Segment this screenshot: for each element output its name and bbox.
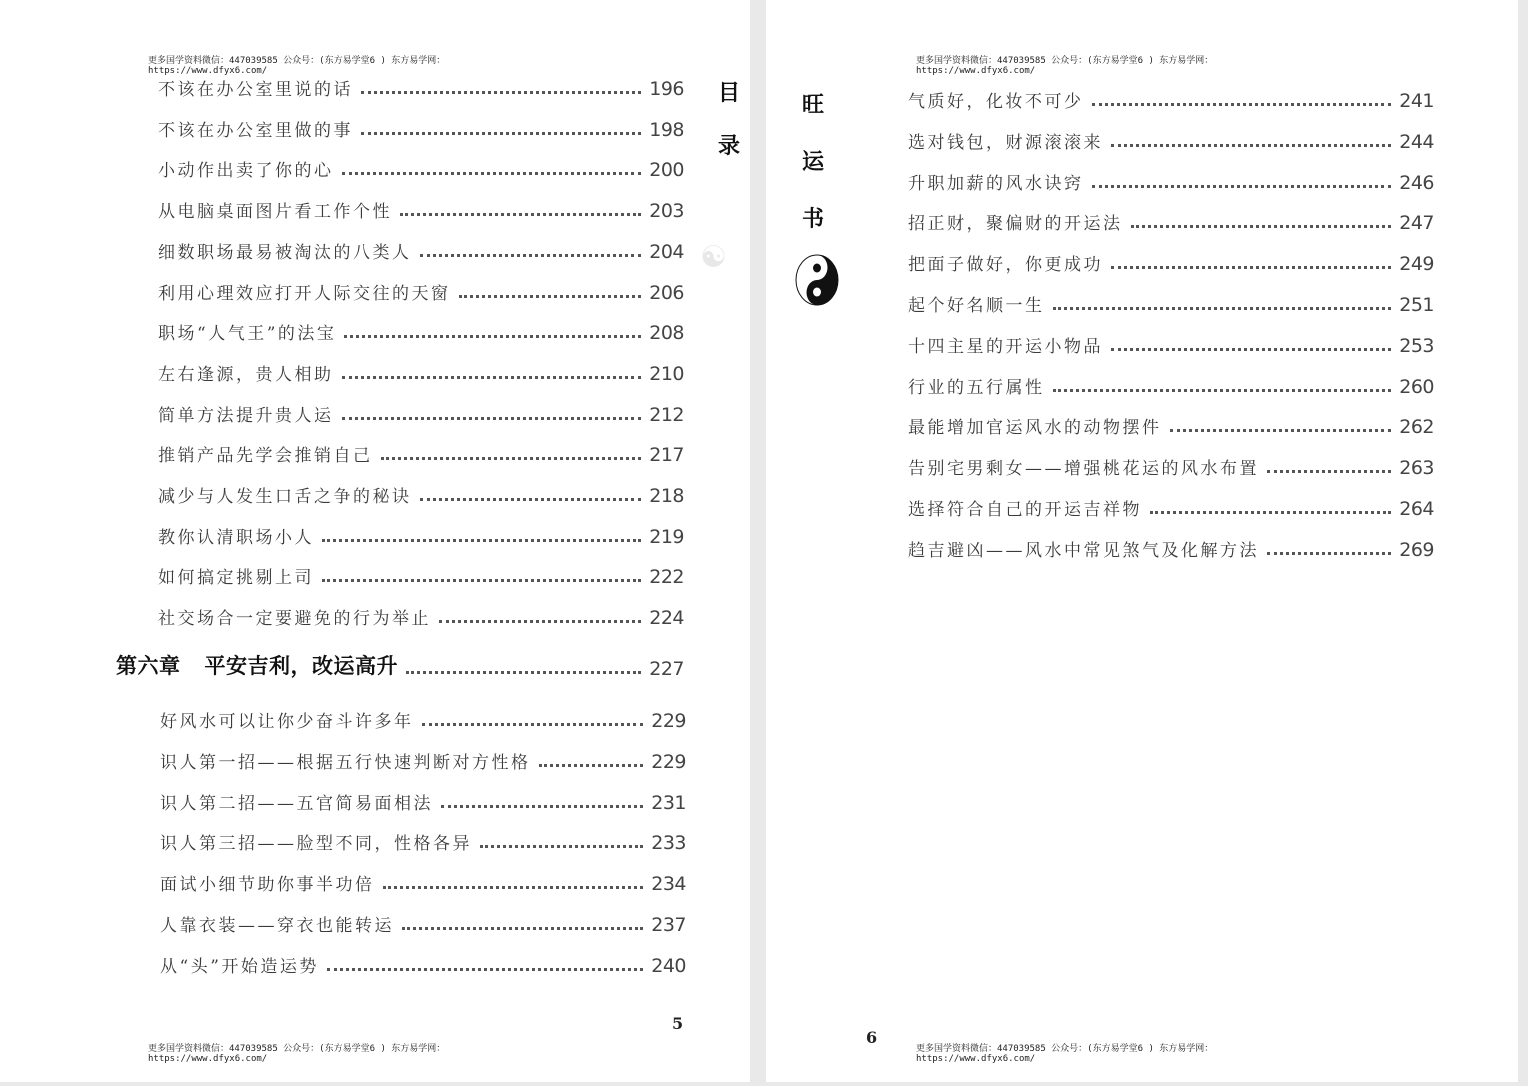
dot-leader [1092,103,1392,106]
toc-entry [158,320,684,344]
toc-entry-title: 选择符合自己的开运吉祥物 [908,500,1142,520]
dot-leader [1131,225,1392,228]
toc-entry-title: 把面子做好，你更成功 [908,255,1103,276]
chapter-title: 平安吉利，改运高升 [204,654,398,678]
toc-entry [908,537,1434,561]
toc-entry-title: 从“头”开始造运势 [160,956,319,977]
toc-entry [160,749,686,773]
toc-entry [158,239,684,263]
toc-entry [160,790,686,814]
toc-entry-title: 人靠衣装——穿衣也能转运 [160,916,394,936]
watermark-bottom-right: 更多国学资料微信：447039585 公众号：(东方易学堂6 ) 东方易学网： https://www.dfyx6.com/ [916,1044,1214,1064]
toc-entry-page: 218 [649,485,684,507]
toc-entry [158,198,684,222]
watermark-top-right: 更多国学资料微信：447039585 公众号：(东方易学堂6 ) 东方易学网： https://www.dfyx6.com/ [916,56,1214,76]
toc-entry-title: 告别宅男剩女——增强桃花运的风水布置 [908,459,1259,480]
dot-leader [327,968,643,971]
toc-entry-page: 212 [649,403,684,426]
toc-entry-title: 不该在办公室里做的事 [158,120,353,141]
chapter-page: 227 [649,658,684,680]
dot-leader [420,498,642,501]
toc-entry-title: 行业的五行属性 [908,377,1045,398]
dot-leader [1092,185,1392,188]
toc-entry [158,76,684,100]
dot-leader [1111,144,1391,147]
dot-leader [361,132,641,135]
toc-entry-page: 244 [1399,130,1434,153]
dot-leader [381,457,642,460]
page-number-right: 6 [866,1028,878,1047]
toc-entry-title: 利用心理效应打开人际交往的天窗 [158,283,451,304]
toc-entry-page: 249 [1399,253,1434,276]
dot-leader [383,886,644,889]
dot-leader [422,723,644,726]
left-page [0,0,750,1082]
toc-entry-title: 最能增加官运风水的动物摆件 [908,418,1162,439]
toc-entry-title: 不该在办公室里说的话 [158,80,353,100]
yin-yang-icon [794,254,840,306]
toc-entry-title: 职场“人气王”的法宝 [158,324,337,345]
toc-entry-title: 简单方法提升贵人运 [158,405,334,426]
toc-entry [908,129,1434,153]
chapter-label: 第六章 [116,654,181,678]
toc-entry [158,280,684,304]
toc-entry [908,170,1434,194]
toc-entry-page: 240 [651,954,686,977]
toc-entry-page: 241 [1399,90,1434,112]
toc-entry-title: 好风水可以让你少奋斗许多年 [160,712,414,732]
ghost-mark: ☯ [700,240,727,275]
toc-entry-page: 231 [651,791,686,814]
toc-entry [908,414,1434,438]
toc-entry-page: 229 [651,750,686,773]
toc-entry-page: 210 [649,362,684,385]
dot-leader [420,254,642,257]
toc-entry-title: 起个好名顺一生 [908,296,1045,316]
toc-entry [908,496,1434,520]
toc-entry-title: 面试小细节助你事半功倍 [160,875,375,896]
toc-entry-page: 224 [649,607,684,630]
toc-entry-page: 234 [651,873,686,896]
dot-leader [1150,511,1391,514]
toc-entry-page: 200 [649,159,684,182]
toc-entry [908,251,1434,275]
toc-entry [158,117,684,141]
toc-entry-page: 263 [1399,457,1434,480]
toc-entry [158,605,684,629]
toc-entry-title: 升职加薪的风水诀窍 [908,173,1084,194]
toc-entry [160,708,686,732]
dot-leader [342,172,642,175]
dot-leader [439,620,641,623]
toc-entry-page: 222 [649,566,684,589]
dot-leader [322,579,641,582]
toc-entry-title: 识人第三招——脸型不同，性格各异 [160,834,472,855]
toc-entry [158,524,684,548]
toc-entry-page: 247 [1399,212,1434,235]
dot-leader [1267,552,1391,555]
dot-leader [406,671,641,674]
dot-leader [1111,348,1391,351]
dot-leader [459,295,642,298]
toc-entry-title: 识人第二招——五官简易面相法 [160,793,433,814]
page-number-left: 5 [672,1014,684,1033]
toc-entry-title: 社交场合一定要避免的行为举止 [158,609,431,630]
toc-entry-page: 229 [651,710,686,732]
toc-entry-page: 206 [649,281,684,304]
dot-leader [361,91,641,94]
toc-entry [160,830,686,854]
dot-leader [1267,470,1391,473]
side-title-mulu: 目 录 [717,80,740,159]
toc-entry-page: 217 [649,444,684,467]
toc-entry [158,483,684,507]
toc-entry [160,912,686,936]
toc-entry [158,157,684,181]
toc-entry [908,455,1434,479]
toc-entry-title: 小动作出卖了你的心 [158,161,334,182]
toc-entry [158,564,684,588]
dot-leader [539,764,644,767]
toc-entry-title: 识人第一招——根据五行快速判断对方性格 [160,752,531,773]
dot-leader [480,845,643,848]
toc-entry-title: 招正财，聚偏财的开运法 [908,214,1123,235]
toc-entry-page: 198 [649,118,684,141]
right-page [766,0,1518,1082]
toc-entry-page: 219 [649,525,684,548]
toc-entry-page: 260 [1399,375,1434,398]
toc-entry [160,871,686,895]
toc-entry-page: 253 [1399,334,1434,357]
side-title-book: 旺 运 书 [801,92,824,232]
dot-leader [1111,266,1391,269]
toc-entry-page: 264 [1399,498,1434,520]
toc-entry-page: 262 [1399,416,1434,439]
toc-entry-page: 237 [651,914,686,936]
toc-entry-page: 203 [649,200,684,223]
toc-entry-title: 从电脑桌面图片看工作个性 [158,202,392,223]
dot-leader [1053,389,1392,392]
toc-entry [160,953,686,977]
watermark-bottom-left: 更多国学资料微信：447039585 公众号：(东方易学堂6 ) 东方易学网： https://www.dfyx6.com/ [148,1044,446,1064]
toc-entry-title: 选对钱包，财源滚滚来 [908,132,1103,153]
toc-entry-title: 气质好，化妆不可少 [908,92,1084,112]
chapter-heading [116,656,684,680]
toc-entry-title: 趋吉避凶——风水中常见煞气及化解方法 [908,540,1259,561]
dot-leader [342,376,642,379]
toc-entry-page: 204 [649,240,684,263]
toc-entry [908,374,1434,398]
toc-entry [908,88,1434,112]
toc-entry-page: 233 [651,832,686,855]
dot-leader [441,805,643,808]
toc-entry-page: 246 [1399,171,1434,194]
toc-entry [908,333,1434,357]
toc-entry [158,402,684,426]
toc-entry [908,210,1434,234]
dot-leader [402,927,643,930]
dot-leader [400,213,641,216]
toc-entry-title: 十四主星的开运小物品 [908,336,1103,357]
dot-leader [1170,429,1392,432]
toc-entry-title: 左右逢源，贵人相助 [158,364,334,385]
toc-entry-page: 196 [649,78,684,100]
dot-leader [1053,307,1392,310]
dot-leader [322,539,641,542]
toc-entry-title: 如何搞定挑剔上司 [158,568,314,589]
toc-entry-page: 251 [1399,294,1434,316]
toc-entry [908,292,1434,316]
dot-leader [342,417,642,420]
dot-leader [344,335,641,338]
toc-entry-page: 269 [1399,538,1434,561]
toc-entry-title: 减少与人发生口舌之争的秘诀 [158,487,412,507]
toc-entry-title: 细数职场最易被淘汰的八类人 [158,242,412,263]
toc-entry-title: 推销产品先学会推销自己 [158,446,373,467]
toc-entry-title: 教你认清职场小人 [158,527,314,548]
toc-entry-page: 208 [649,322,684,345]
toc-entry [158,361,684,385]
toc-entry [158,442,684,466]
watermark-top-left: 更多国学资料微信：447039585 公众号：(东方易学堂6 ) 东方易学网： https://www.dfyx6.com/ [148,56,446,76]
